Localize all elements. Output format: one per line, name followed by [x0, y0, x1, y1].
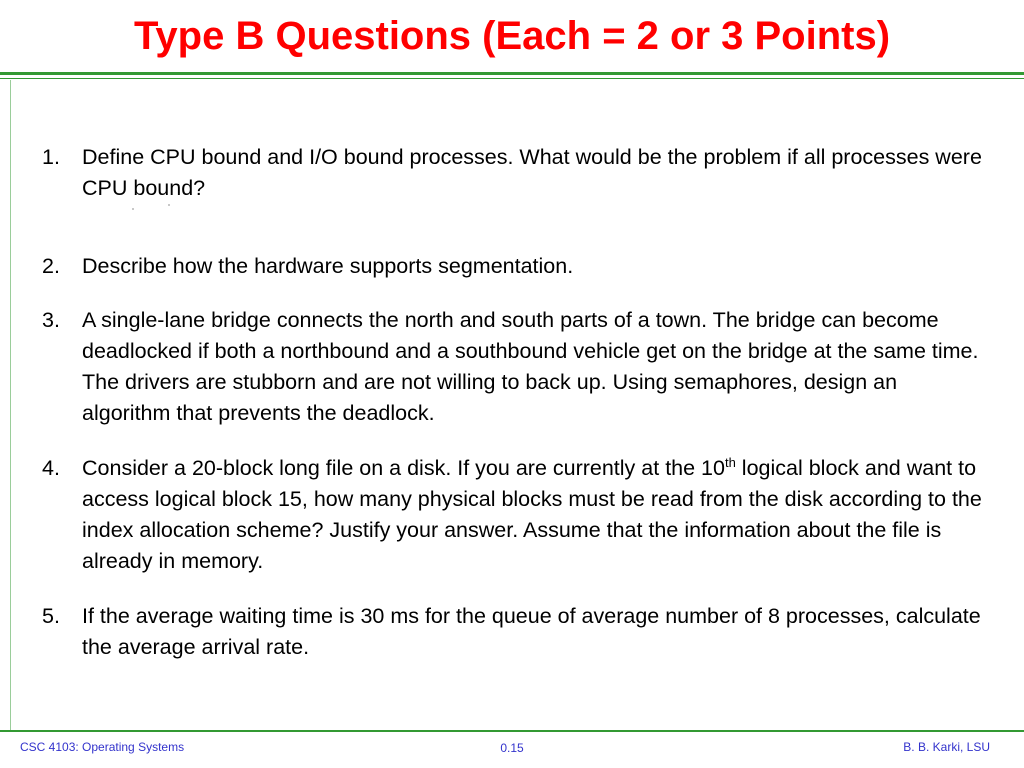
question-number: 3.: [42, 308, 60, 332]
question-number: 2.: [42, 254, 60, 278]
footer-page-number: 0.15: [500, 741, 524, 755]
artifact-speck: [132, 208, 134, 210]
question-number: 1.: [42, 145, 60, 169]
question-item-3: [42, 305, 982, 429]
question-text-start: Consider a 20-block long file on a disk. If you are currently at the 10: [82, 456, 725, 480]
footer-divider: [0, 730, 1024, 732]
title-divider-thin: [0, 78, 1024, 79]
question-item-1: [42, 142, 982, 204]
slide-title: Type B Questions (Each = 2 or 3 Points): [133, 14, 891, 58]
question-list: [42, 142, 982, 663]
ordinal-superscript: th: [724, 454, 736, 470]
title-divider-thick: [0, 72, 1024, 75]
question-text: If the average waiting time is 30 ms for the queue of average number of 8 processes, calculate the average arrival rate.: [82, 604, 981, 659]
question-text: A single-lane bridge connects the north and south parts of a town. The bridge can become deadlocked if both a northbound and a southbound vehicle get on the bridge at the same time. The drivers are stubborn and are not willing to back up. Using semaphores, design an algorithm that prevents the deadlock.: [82, 308, 979, 425]
footer-author: B. B. Karki, LSU: [903, 740, 990, 754]
question-text: Define CPU bound and I/O bound processes. What would be the problem if all processes were CPU bound?: [82, 145, 982, 200]
question-item-5: [42, 601, 982, 663]
question-text: Describe how the hardware supports segmentation.: [82, 254, 574, 278]
artifact-speck: [168, 204, 170, 206]
question-text: [82, 456, 982, 573]
question-item-4: [42, 453, 982, 577]
question-text-end: logical block and want to access logical block 15, how many physical blocks must be read from the disk according to the index allocation scheme? Justify your answer. Assume that the information about the file is already in memory.: [82, 456, 982, 573]
footer-course: CSC 4103: Operating Systems: [20, 740, 185, 754]
question-number: 5.: [42, 604, 60, 628]
left-margin-rule: [10, 80, 11, 730]
question-item-2: [42, 251, 982, 282]
question-number: 4.: [42, 456, 60, 480]
